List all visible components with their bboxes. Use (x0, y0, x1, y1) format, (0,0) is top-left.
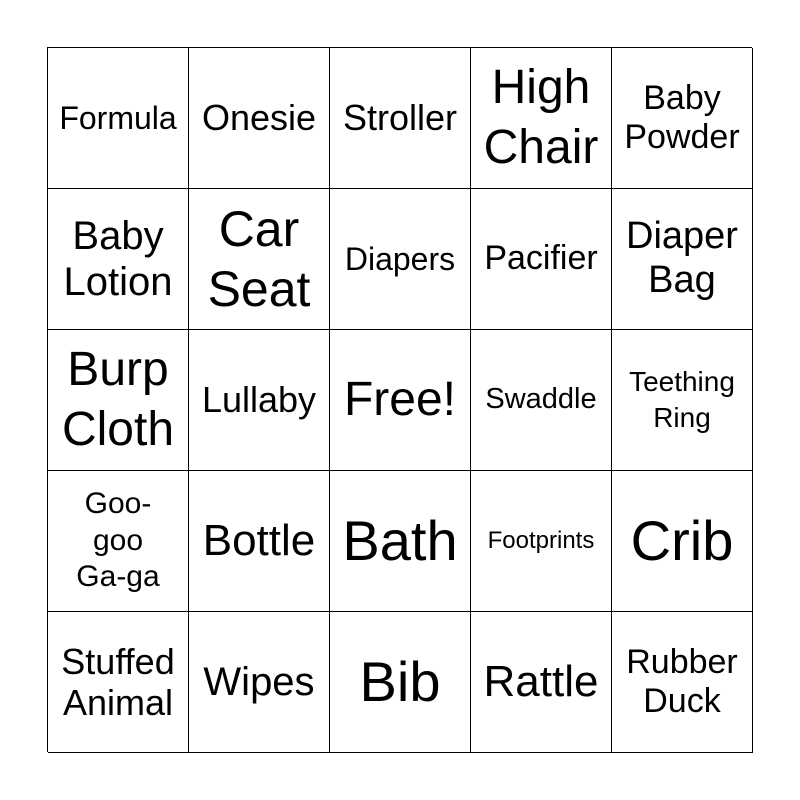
bingo-cell-onesie[interactable] (189, 48, 330, 189)
cell-label: Car Seat (207, 201, 311, 317)
cell-label: Swaddle (485, 383, 597, 416)
cell-label: Diapers (344, 240, 456, 277)
bingo-cell-pacifier[interactable] (471, 189, 612, 330)
bingo-cell-bib[interactable] (330, 612, 471, 753)
bingo-cell-goo-goo-ga-ga[interactable] (48, 471, 189, 612)
bingo-cell-rubber-duck[interactable] (612, 612, 753, 753)
bingo-cell-lullaby[interactable] (189, 330, 330, 471)
bingo-cell-car-seat[interactable] (189, 189, 330, 330)
bingo-cell-bath[interactable] (330, 471, 471, 612)
bingo-cell-baby-powder[interactable] (612, 48, 753, 189)
bingo-cell-swaddle[interactable] (471, 330, 612, 471)
cell-label: Stuffed Animal (61, 640, 175, 723)
bingo-cell-rattle[interactable] (471, 612, 612, 753)
cell-label: Footprints (487, 526, 595, 554)
bingo-cell-stuffed-animal[interactable] (48, 612, 189, 753)
cell-label: Burp Cloth (61, 343, 175, 456)
bingo-cell-high-chair[interactable] (471, 48, 612, 189)
cell-label: Formula (59, 99, 177, 136)
cell-label: Bath (342, 508, 458, 572)
cell-label: Bib (359, 649, 441, 713)
cell-label: Lullaby (201, 379, 317, 421)
cell-label: Goo- goo Ga-ga (76, 487, 160, 594)
cell-label: Baby Powder (624, 78, 740, 156)
bingo-cell-diaper-bag[interactable] (612, 189, 753, 330)
cell-label: High Chair (483, 61, 599, 174)
cell-label: Wipes (203, 660, 315, 704)
cell-label: Bottle (202, 515, 316, 565)
bingo-board (47, 47, 752, 752)
bingo-cell-footprints[interactable] (471, 471, 612, 612)
bingo-cell-free-space[interactable] (330, 330, 471, 471)
bingo-cell-diapers[interactable] (330, 189, 471, 330)
bingo-cell-stroller[interactable] (330, 48, 471, 189)
bingo-cell-bottle[interactable] (189, 471, 330, 612)
bingo-cell-crib[interactable] (612, 471, 753, 612)
bingo-cell-baby-lotion[interactable] (48, 189, 189, 330)
bingo-cell-wipes[interactable] (189, 612, 330, 753)
cell-label: Rattle (483, 656, 599, 706)
cell-label: Onesie (201, 97, 317, 139)
cell-label: Stroller (342, 97, 458, 139)
cell-label: Diaper Bag (626, 215, 738, 301)
cell-label: Teething Ring (629, 365, 735, 433)
cell-label: Free! (343, 373, 457, 426)
cell-label: Baby Lotion (63, 214, 173, 304)
bingo-cell-teething-ring[interactable] (612, 330, 753, 471)
cell-label: Crib (630, 508, 734, 572)
cell-label: Pacifier (484, 239, 598, 278)
cell-label: Rubber Duck (626, 642, 738, 720)
bingo-cell-burp-cloth[interactable] (48, 330, 189, 471)
bingo-cell-formula[interactable] (48, 48, 189, 189)
